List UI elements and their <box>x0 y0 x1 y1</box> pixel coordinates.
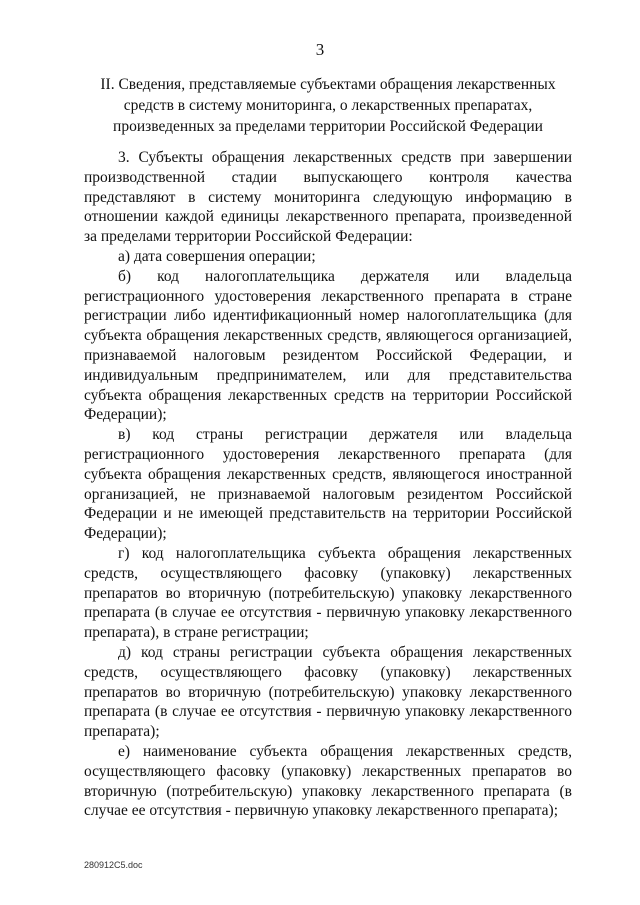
page-number: 3 <box>315 40 325 59</box>
item-v: в) код страны регистрации держателя или владельца регистрационного удостоверения лекарственного препарата (для субъекта обращения лекарственных средств, являющегося иностранной организацией, не признаваемой налоговым резидентом Российской Федерации и не имеющей представительств на территории Российской Федерации); <box>84 426 572 543</box>
file-footer: 280912C5.doc <box>84 860 143 870</box>
item-b: б) код налогоплательщика держателя или владельца регистрационного удостоверения лекарственного препарата в стране регистрации либо идентификационный номер налогоплательщика (для субъекта обращения лекарственных средств, являющегося организацией, признаваемой налоговым резидентом Российской Федерации, и индивидуальным предпринимателем, или для представительства субъекта обращения лекарственных средств на территории Российской Федерации); <box>84 267 572 424</box>
paragraph-3: 3. Субъекты обращения лекарственных средств при завершении производственной стадии выпускающего контроля качества представляют в систему мониторинга следующую информацию в отношении каждой единицы лекарственного препарата, произведенной за пределами территории Российской Федерации: <box>84 149 572 246</box>
item-a: а) дата совершения операции; <box>118 247 316 265</box>
item-d: д) код страны регистрации субъекта обращения лекарственных средств, осуществляющего фасовку (упаковку) лекарственных препаратов во вторичную (потребительскую) упаковку лекарственного препарата (в случае ее отсутствия - первичную упаковку лекарственного препарата); <box>84 643 572 741</box>
section-heading: II. Сведения, представляемые субъектами обращения лекарственных средств в систему мониторинга, о лекарственных препаратах, произведенных за пределами территории Российской Федерации <box>100 76 556 135</box>
item-e: е) наименование субъекта обращения лекарственных средств, осуществляющего фасовку (упаковку) лекарственных препаратов во вторичную (потребительскую) упаковку лекарственного препарата (в случае ее отсутствия - первичную упаковку лекарственного препарата); <box>84 742 572 820</box>
item-g: г) код налогоплательщика субъекта обращения лекарственных средств, осуществляющего фасовку (упаковку) лекарственных препаратов во вторичную (потребительскую) упаковку лекарственного препарата (в случае ее отсутствия - первичную упаковку лекарственного препарата), в стране регистрации; <box>84 544 572 642</box>
document-body <box>84 148 572 821</box>
